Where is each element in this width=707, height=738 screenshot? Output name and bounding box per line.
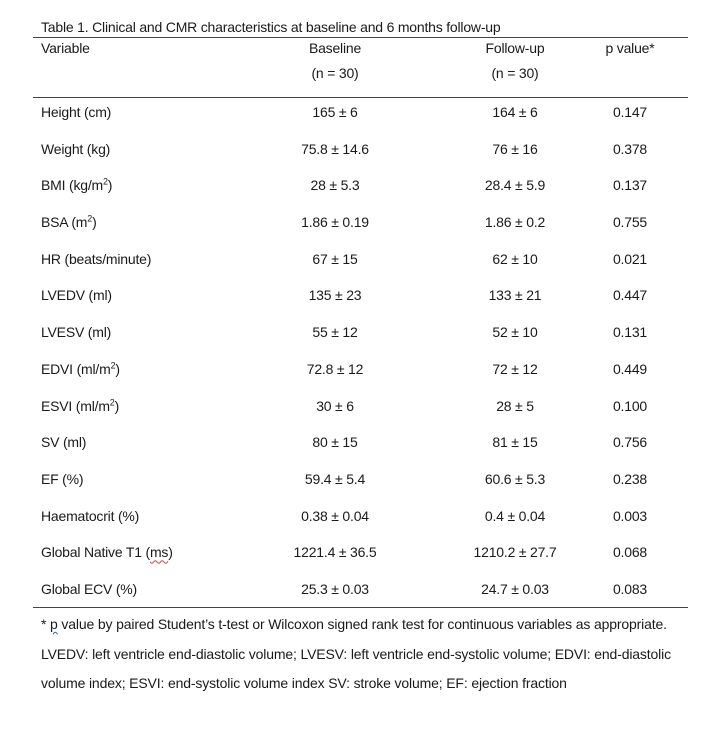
header-baseline-n: (n = 30) bbox=[311, 65, 359, 81]
row-variable bbox=[41, 471, 83, 487]
header-followup: Follow-up bbox=[485, 40, 545, 56]
baseline-value: 28 ± 5.3 bbox=[310, 177, 360, 194]
table-row bbox=[0, 100, 707, 137]
table-header-rule bbox=[33, 97, 688, 98]
variable-name: HR (beats/minute) bbox=[41, 250, 152, 267]
variable-suffix: ) bbox=[114, 397, 120, 414]
table-caption: Table 1. Clinical and CMR characteristics at baseline and 6 months follow-up bbox=[41, 19, 501, 35]
table-bottom-rule bbox=[33, 607, 688, 608]
table-row bbox=[0, 283, 707, 320]
variable-name: BMI (kg/m bbox=[41, 177, 103, 194]
followup-value: 1.86 ± 0.2 bbox=[484, 214, 546, 231]
baseline-value: 1.86 ± 0.19 bbox=[301, 214, 369, 231]
table-row bbox=[0, 357, 707, 394]
baseline-value: 55 ± 12 bbox=[312, 324, 358, 341]
p-value: 0.100 bbox=[612, 397, 648, 414]
table-footnote bbox=[41, 610, 691, 699]
p-value: 0.378 bbox=[612, 140, 648, 157]
baseline-value: 67 ± 15 bbox=[312, 250, 358, 267]
baseline-value: 135 ± 23 bbox=[308, 287, 362, 304]
followup-value: 62 ± 10 bbox=[492, 250, 538, 267]
baseline-value: 59.4 ± 5.4 bbox=[304, 470, 366, 487]
variable-name: Height (cm) bbox=[41, 104, 112, 120]
followup-value: 1210.2 ± 27.7 bbox=[473, 544, 557, 561]
followup-value: 28 ± 5 bbox=[496, 397, 534, 414]
baseline-value: 30 ± 6 bbox=[316, 397, 354, 414]
p-value: 0.083 bbox=[612, 580, 648, 597]
p-value: 0.447 bbox=[612, 287, 648, 304]
table-row bbox=[0, 467, 707, 504]
table-row bbox=[0, 577, 707, 614]
baseline-value: 0.38 ± 0.04 bbox=[301, 507, 369, 524]
unit-superscript: 2 bbox=[87, 213, 93, 224]
p-value: 0.238 bbox=[612, 470, 648, 487]
table-row bbox=[0, 430, 707, 467]
p-value: 0.755 bbox=[612, 214, 648, 231]
table-row bbox=[0, 540, 707, 577]
variable-name: SV (ml) bbox=[41, 434, 87, 451]
row-variable bbox=[41, 141, 110, 157]
header-followup-n: (n = 30) bbox=[491, 65, 539, 81]
row-variable bbox=[41, 177, 112, 193]
followup-value: 0.4 ± 0.04 bbox=[484, 507, 546, 524]
followup-value: 52 ± 10 bbox=[492, 324, 538, 341]
spellcheck-word: ms bbox=[149, 544, 169, 561]
p-value: 0.021 bbox=[612, 250, 648, 267]
variable-name: EDVI (ml/m bbox=[41, 360, 111, 377]
followup-value: 164 ± 6 bbox=[492, 104, 538, 120]
baseline-value: 75.8 ± 14.6 bbox=[301, 140, 369, 157]
variable-name: LVESV (ml) bbox=[41, 324, 112, 341]
baseline-value: 80 ± 15 bbox=[312, 434, 358, 451]
table-row bbox=[0, 320, 707, 357]
p-value: 0.756 bbox=[612, 434, 648, 451]
row-variable bbox=[41, 104, 111, 120]
table-row bbox=[0, 394, 707, 431]
table-row bbox=[0, 504, 707, 541]
table-row bbox=[0, 137, 707, 174]
row-variable bbox=[41, 361, 120, 377]
baseline-value: 72.8 ± 12 bbox=[306, 360, 364, 377]
followup-value: 76 ± 16 bbox=[492, 140, 538, 157]
header-baseline: Baseline bbox=[308, 40, 362, 56]
p-value: 0.003 bbox=[612, 507, 648, 524]
table-row bbox=[0, 247, 707, 284]
followup-value: 28.4 ± 5.9 bbox=[484, 177, 546, 194]
header-pvalue: p value* bbox=[605, 40, 655, 56]
variable-name: Global Native T1 ( bbox=[41, 544, 150, 561]
footnote-text: value by paired Student’s t-test or Wilcoxon signed rank test for continuous variables as appropriate. LVEDV: left ventricle end-diastolic volume; LVESV: left ventricle end-systolic volume; EDVI: end-diastolic volume index; ESVI: end-systolic volume index SV: stroke volume; EF: ejection fraction bbox=[41, 616, 671, 691]
row-variable bbox=[41, 544, 173, 560]
baseline-value: 25.3 ± 0.03 bbox=[301, 580, 369, 597]
variable-name: BSA (m bbox=[41, 214, 88, 231]
row-variable bbox=[41, 251, 151, 267]
baseline-value: 1221.4 ± 36.5 bbox=[293, 544, 377, 561]
variable-suffix: ) bbox=[115, 360, 120, 377]
unit-superscript: 2 bbox=[109, 396, 115, 407]
p-value: 0.147 bbox=[612, 104, 648, 120]
followup-value: 72 ± 12 bbox=[492, 360, 538, 377]
variable-suffix: ) bbox=[92, 214, 97, 231]
followup-value: 81 ± 15 bbox=[492, 434, 538, 451]
row-variable bbox=[41, 508, 139, 524]
p-value: 0.449 bbox=[612, 360, 648, 377]
row-variable bbox=[41, 214, 97, 230]
followup-value: 24.7 ± 0.03 bbox=[481, 580, 549, 597]
p-value: 0.131 bbox=[612, 324, 648, 341]
variable-name: Haematocrit (%) bbox=[41, 507, 140, 524]
variable-suffix: ) bbox=[107, 177, 113, 194]
unit-superscript: 2 bbox=[110, 360, 116, 371]
footnote-star: * bbox=[41, 616, 51, 632]
p-value: 0.068 bbox=[612, 544, 648, 561]
p-value: 0.137 bbox=[612, 177, 648, 194]
table-row bbox=[0, 210, 707, 247]
followup-value: 60.6 ± 5.3 bbox=[484, 470, 546, 487]
header-variable: Variable bbox=[41, 40, 90, 56]
variable-suffix: ) bbox=[168, 544, 173, 561]
table-row bbox=[0, 173, 707, 210]
unit-superscript: 2 bbox=[102, 176, 108, 187]
variable-name: Weight (kg) bbox=[41, 140, 111, 157]
variable-name: LVEDV (ml) bbox=[41, 287, 112, 304]
table-body bbox=[0, 100, 707, 614]
row-variable bbox=[41, 434, 86, 450]
variable-name: Global ECV (%) bbox=[41, 580, 138, 597]
followup-value: 133 ± 21 bbox=[488, 287, 542, 304]
row-variable bbox=[41, 398, 119, 414]
row-variable bbox=[41, 287, 112, 303]
table-top-rule bbox=[33, 37, 688, 38]
variable-name: EF (%) bbox=[41, 470, 84, 487]
footnote-p: p bbox=[50, 616, 58, 632]
variable-name: ESVI (ml/m bbox=[41, 397, 110, 414]
row-variable bbox=[41, 581, 137, 597]
row-variable bbox=[41, 324, 111, 340]
baseline-value: 165 ± 6 bbox=[312, 104, 358, 120]
